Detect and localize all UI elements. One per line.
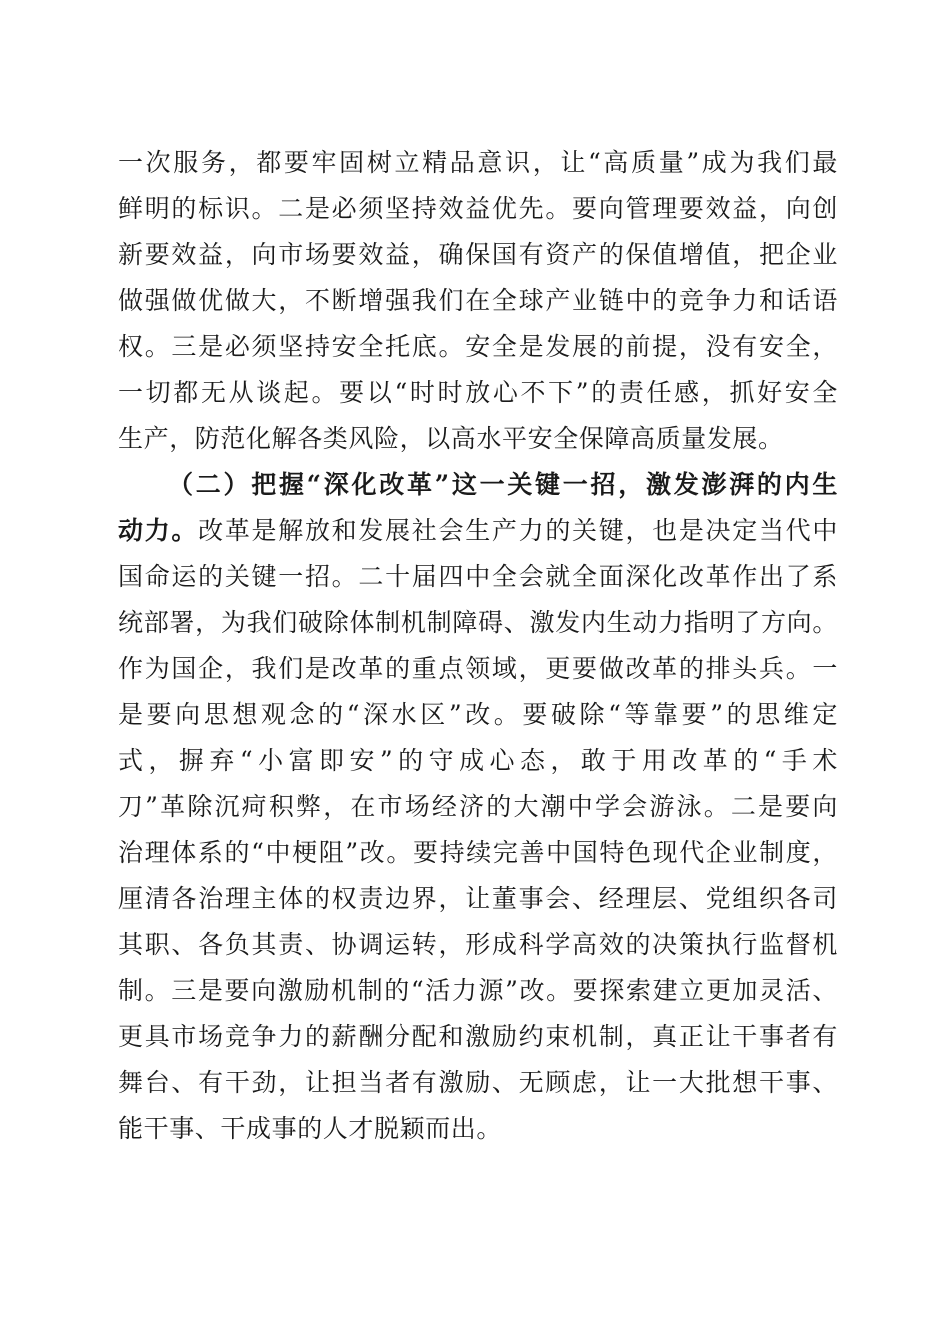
text-line: 厘清各治理主体的权责边界，让董事会、经理层、党组织各司 xyxy=(118,884,838,913)
text-line: 鲜明的标识。二是必须坚持效益优先。要向管理要效益，向创 xyxy=(118,194,838,223)
section-heading-end: 动力。 xyxy=(118,516,199,545)
text-line: 一切都无从谈起。要以“时时放心不下”的责任感，抓好安全 xyxy=(118,378,838,407)
text-line: 生产，防范化解各类风险，以高水平安全保障高质量发展。 xyxy=(118,424,784,453)
text-line: 治理体系的“中梗阻”改。要持续完善中国特色现代企业制度， xyxy=(118,838,838,867)
text-line: 更具市场竞争力的薪酬分配和激励约束机制，真正让干事者有 xyxy=(118,1022,838,1051)
text-line: 刀”革除沉疴积弊，在市场经济的大潮中学会游泳。二是要向 xyxy=(118,792,838,821)
section-heading: （二）把握“深化改革”这一关键一招，激发澎湃的内生 xyxy=(168,470,838,499)
text-line: 制。三是要向激励机制的“活力源”改。要探索建立更加灵活、 xyxy=(118,976,838,1005)
text-line: 一次服务，都要牢固树立精品意识，让“高质量”成为我们最 xyxy=(118,148,838,177)
text-line: 权。三是必须坚持安全托底。安全是发展的前提，没有安全， xyxy=(118,332,838,361)
section-heading-continuation xyxy=(118,516,838,546)
text-line: 其职、各负其责、协调运转，形成科学高效的决策执行监督机 xyxy=(118,930,838,959)
text-line: 能干事、干成事的人才脱颖而出。 xyxy=(118,1114,503,1143)
text-line: 是要向思想观念的“深水区”改。要破除“等靠要”的思维定 xyxy=(118,700,838,729)
text-segment: 改革是解放和发展社会生产力的关键，也是决定当代中 xyxy=(198,516,838,545)
text-line: 式，摒弃“小富即安”的守成心态，敢于用改革的“手术 xyxy=(118,746,838,775)
text-line: 作为国企，我们是改革的重点领域，更要做改革的排头兵。一 xyxy=(118,654,838,683)
text-line: 做强做优做大，不断增强我们在全球产业链中的竞争力和话语 xyxy=(118,286,838,315)
text-line: 国命运的关键一招。二十届四中全会就全面深化改革作出了系 xyxy=(118,562,838,591)
text-line: 舞台、有干劲，让担当者有激励、无顾虑，让一大批想干事、 xyxy=(118,1068,838,1097)
text-line: 统部署，为我们破除体制机制障碍、激发内生动力指明了方向。 xyxy=(118,608,838,637)
text-line: 新要效益，向市场要效益，确保国有资产的保值增值，把企业 xyxy=(118,240,838,269)
